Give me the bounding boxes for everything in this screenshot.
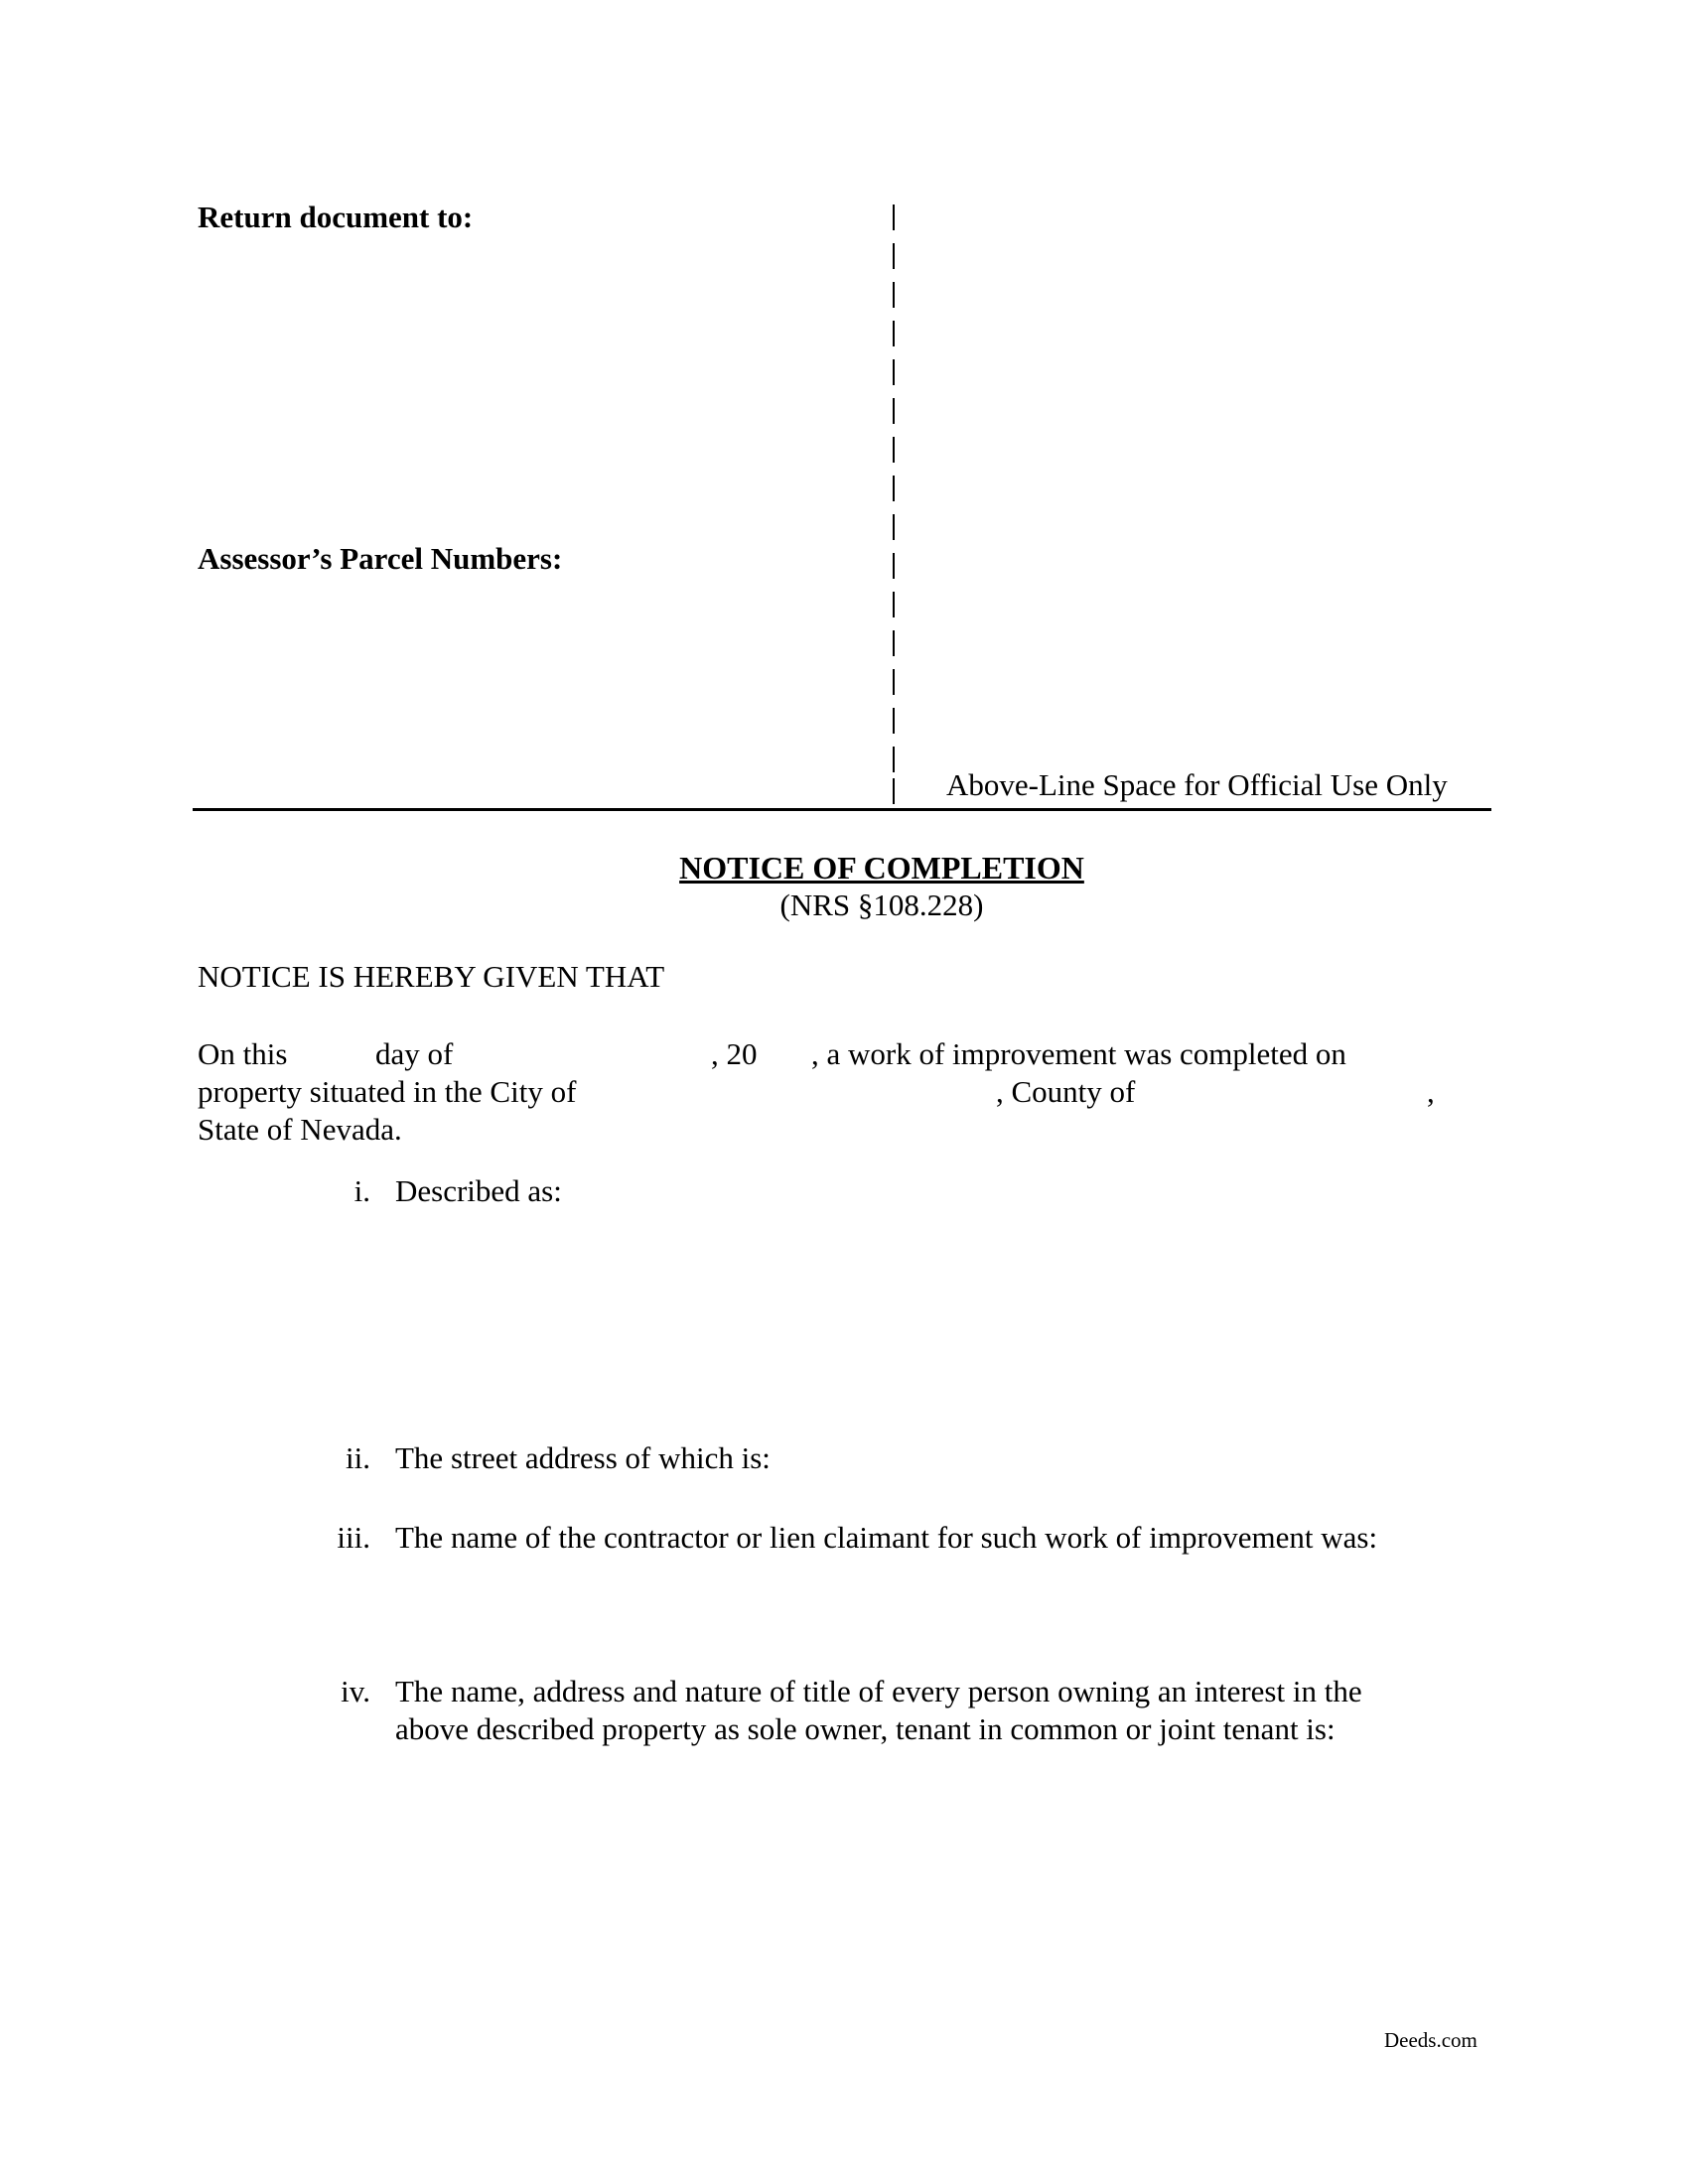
item-number: i. (353, 1173, 370, 1208)
divider-segment (893, 592, 895, 617)
property-city-text: property situated in the City of (198, 1074, 577, 1109)
county-of-text: , County of (996, 1074, 1136, 1109)
official-use-caption: Above-Line Space for Official Use Only (946, 767, 1448, 802)
divider-segment (893, 553, 895, 579)
item-number: iv. (341, 1674, 370, 1708)
divider-segment (893, 398, 895, 424)
on-this-text: On this (198, 1036, 288, 1071)
day-of-text: day of (375, 1036, 454, 1071)
document-title: NOTICE OF COMPLETION (679, 850, 1084, 886)
footer-brand: Deeds.com (1384, 2028, 1477, 2052)
work-completed-text: , a work of improvement was completed on (811, 1036, 1346, 1071)
divider-segment (893, 669, 895, 695)
divider-segment (893, 321, 895, 346)
divider-segment (893, 630, 895, 656)
divider-segment (893, 476, 895, 501)
return-document-label: Return document to: (198, 200, 474, 234)
item-number: ii. (346, 1440, 370, 1475)
divider-segment (893, 243, 895, 269)
item-owner-interest-line1: The name, address and nature of title of every person owning an interest in the (395, 1674, 1362, 1708)
item-number: iii. (337, 1520, 370, 1555)
divider-segment (893, 437, 895, 463)
item-owner-interest-line2: above described property as sole owner, tenant in common or joint tenant is: (395, 1711, 1336, 1746)
divider-segment (893, 359, 895, 385)
divider-segment (893, 282, 895, 308)
state-text: State of Nevada. (198, 1112, 402, 1147)
divider-segment (893, 514, 895, 540)
item-contractor-name: The name of the contractor or lien claimant for such work of improvement was: (395, 1520, 1378, 1555)
header-rule (193, 808, 1491, 811)
divider-segment (893, 205, 895, 230)
trailing-comma: , (1427, 1074, 1435, 1109)
divider-segment (893, 778, 895, 804)
notice-intro: NOTICE IS HEREBY GIVEN THAT (198, 959, 665, 994)
assessor-parcel-numbers-label: Assessor’s Parcel Numbers: (198, 541, 563, 576)
divider-segment (893, 747, 895, 772)
statute-reference: (NRS §108.228) (779, 887, 984, 922)
item-street-address: The street address of which is: (395, 1440, 771, 1475)
item-described-as: Described as: (395, 1173, 562, 1208)
year-prefix-text: , 20 (711, 1036, 758, 1071)
divider-segment (893, 708, 895, 734)
